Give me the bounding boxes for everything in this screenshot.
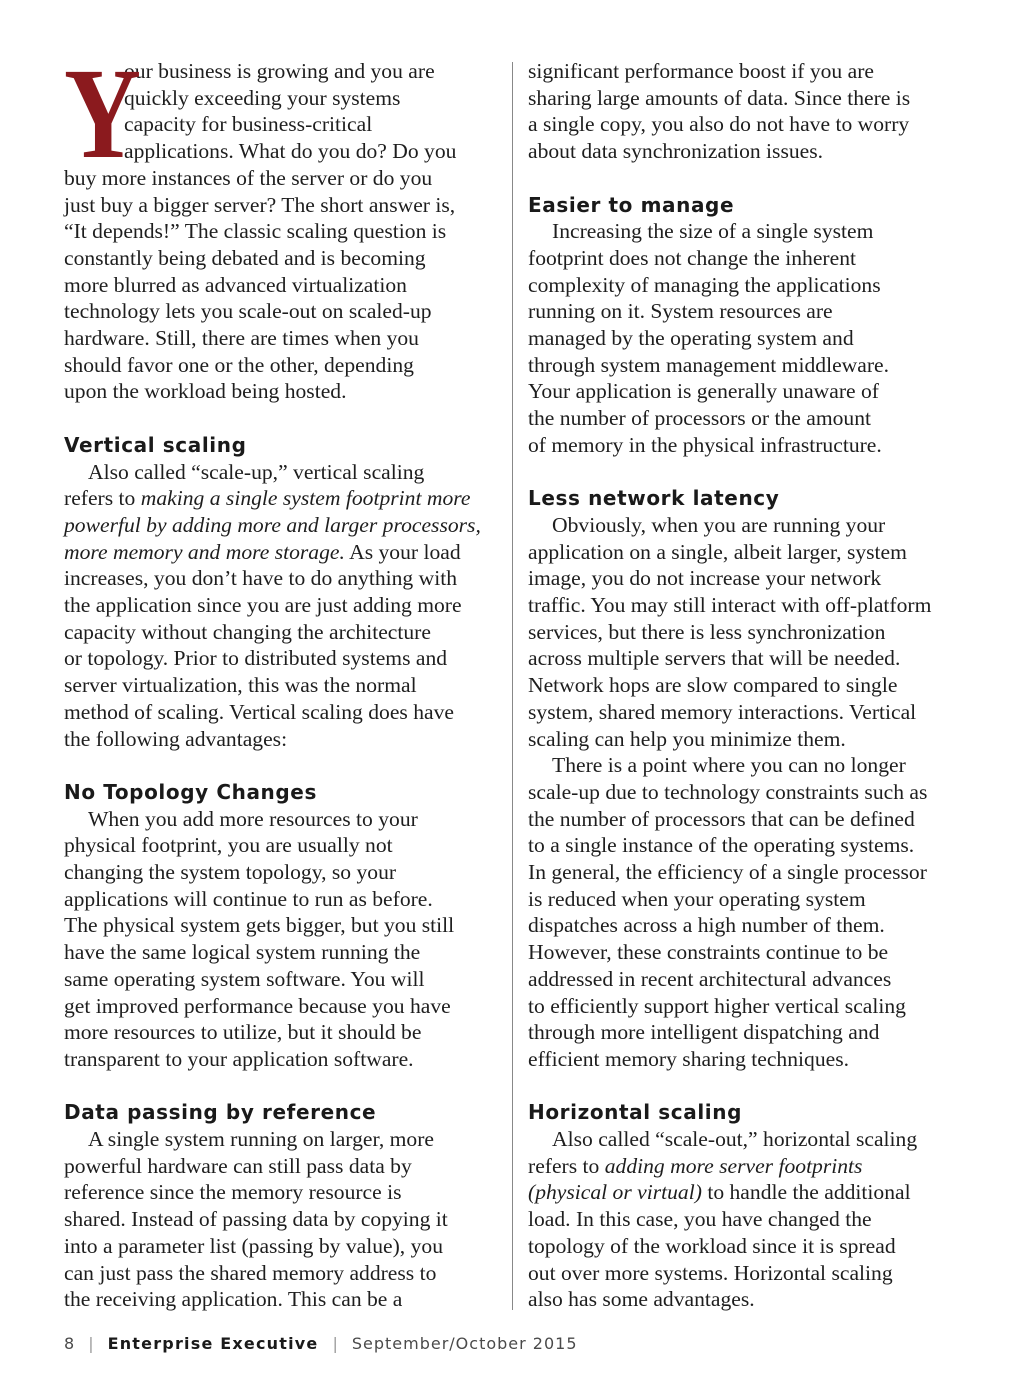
manage-paragraph — [528, 218, 968, 458]
emphasis: more memory and more storage. — [64, 539, 345, 564]
heading-less-network-latency: Less network latency — [528, 486, 780, 511]
text-line: services, but there is less synchronization — [528, 619, 886, 644]
text-line: the application since you are just adding more — [64, 593, 462, 618]
text-line: (physical or virtual) to handle the additional — [528, 1180, 911, 1205]
data-passing-paragraph — [64, 1126, 504, 1313]
text-line: same operating system software. You will — [64, 966, 425, 991]
text-line: There is a point where you can no longer — [552, 753, 906, 778]
data-passing-continued — [528, 58, 968, 165]
intro-line: quickly exceeding your systems — [124, 85, 401, 110]
text-line: scaling can help you minimize them. — [528, 726, 846, 751]
text-line: reference since the memory resource is — [64, 1180, 402, 1205]
publication-name: Enterprise Executive — [107, 1334, 319, 1353]
text-line: traffic. You may still interact with off-platform — [528, 593, 932, 618]
text-line: more resources to utilize, but it should be — [64, 1020, 422, 1045]
text-line: a single copy, you also do not have to worry — [528, 112, 910, 137]
intro-line: more blurred as advanced virtualization — [64, 272, 407, 297]
horizontal-paragraph — [528, 1126, 968, 1313]
text-line: also has some advantages. — [528, 1287, 755, 1312]
page-footer — [64, 1333, 578, 1355]
intro-line: constantly being debated and is becoming — [64, 245, 426, 270]
right-column — [528, 58, 968, 1313]
text-line: the receiving application. This can be a — [64, 1287, 403, 1312]
text-line: about data synchronization issues. — [528, 139, 824, 164]
issue-date: September/October 2015 — [351, 1334, 578, 1353]
text-line: Increasing the size of a single system — [552, 219, 874, 244]
text-line: of memory in the physical infrastructure. — [528, 432, 882, 457]
text-line: system, shared memory interactions. Vertical — [528, 699, 917, 724]
text-line: Your application is generally unaware of — [528, 379, 880, 404]
text-line: to efficiently support higher vertical scaling — [528, 993, 906, 1018]
intro-paragraph-cont — [64, 165, 504, 405]
drop-cap: Y — [64, 42, 141, 186]
text-line: server virtualization, this was the normal — [64, 673, 417, 698]
text-line: significant performance boost if you are — [528, 59, 874, 83]
vertical-paragraph — [64, 459, 504, 753]
intro-line: should favor one or the other, depending — [64, 352, 414, 377]
text-line: refers to adding more server footprints — [528, 1153, 863, 1178]
latency-paragraph-1 — [528, 512, 968, 752]
text-line: transparent to your application software. — [64, 1046, 414, 1071]
emphasis: powerful by adding more and larger processors, — [64, 512, 481, 537]
text-line: footprint does not change the inherent — [528, 245, 857, 270]
text-line: dispatches across a high number of them. — [528, 913, 885, 938]
intro-line: technology lets you scale-out on scaled-up — [64, 299, 432, 324]
page-number: 8 — [64, 1334, 75, 1353]
heading-data-passing: Data passing by reference — [64, 1100, 377, 1125]
text-line: complexity of managing the applications — [528, 272, 881, 297]
text-line: powerful hardware can still pass data by — [64, 1153, 412, 1178]
text-line: shared. Instead of passing data by copying it — [64, 1207, 448, 1232]
intro-line: capacity for business-critical — [124, 112, 373, 137]
text-line: the following advantages: — [64, 726, 288, 751]
text-line: the number of processors or the amount — [528, 406, 872, 431]
footer-separator: | — [88, 1334, 94, 1353]
emphasis: making a single system footprint more — [140, 486, 471, 511]
text-line: to a single instance of the operating systems. — [528, 833, 915, 858]
text-line: increases, you don’t have to do anything with — [64, 566, 458, 591]
text-line: A single system running on larger, more — [88, 1127, 434, 1152]
footer-separator: | — [332, 1334, 338, 1353]
text-line: physical footprint, you are usually not — [64, 833, 393, 858]
intro-line: “It depends!” The classic scaling question is — [64, 219, 447, 244]
intro-line: our business is growing and you are — [124, 59, 435, 83]
text-line: is reduced when your operating system — [528, 886, 866, 911]
heading-easier-to-manage: Easier to manage — [528, 192, 735, 217]
text-line: However, these constraints continue to be — [528, 940, 889, 965]
text-line: When you add more resources to your — [88, 806, 418, 831]
intro-line: upon the workload being hosted. — [64, 379, 347, 404]
text-line: applications will continue to run as before. — [64, 886, 433, 911]
text-line: Also called “scale-out,” horizontal scaling — [552, 1127, 918, 1152]
text-line: changing the system topology, so your — [64, 860, 397, 885]
emphasis: (physical or virtual) — [528, 1180, 702, 1205]
intro-line: buy more instances of the server or do you — [64, 165, 433, 190]
text-line: addressed in recent architectural advances — [528, 966, 892, 991]
heading-no-topology-changes: No Topology Changes — [64, 779, 317, 804]
text-line: get improved performance because you have — [64, 993, 451, 1018]
text-line: topology of the workload since it is spread — [528, 1233, 896, 1258]
text-line: can just pass the shared memory address to — [64, 1260, 437, 1285]
text-line: image, you do not increase your network — [528, 566, 882, 591]
heading-vertical-scaling: Vertical scaling — [64, 432, 247, 457]
heading-horizontal-scaling: Horizontal scaling — [528, 1100, 743, 1125]
text-line: Network hops are slow compared to single — [528, 673, 898, 698]
text-line: The physical system gets bigger, but you still — [64, 913, 455, 938]
intro-line: just buy a bigger server? The short answer is, — [64, 192, 456, 217]
column-divider — [512, 62, 513, 1310]
text-line: have the same logical system running the — [64, 940, 421, 965]
text-line: Also called “scale-up,” vertical scaling — [88, 459, 425, 484]
text-line: through system management middleware. — [528, 352, 889, 377]
text-line: across multiple servers that will be needed. — [528, 646, 901, 671]
intro-line: applications. What do you do? Do you — [124, 139, 457, 164]
text-line: more memory and more storage. As your load — [64, 539, 461, 564]
text-line: capacity without changing the architecture — [64, 619, 431, 644]
text-line: scale-up due to technology constraints such as — [528, 779, 928, 804]
text-line: through more intelligent dispatching and — [528, 1020, 880, 1045]
text-line: out over more systems. Horizontal scaling — [528, 1260, 893, 1285]
text-line: the number of processors that can be defined — [528, 806, 915, 831]
text-line: managed by the operating system and — [528, 326, 854, 351]
text-line: refers to making a single system footprint more — [64, 486, 471, 511]
emphasis: adding more server footprints — [604, 1153, 863, 1178]
text-line: into a parameter list (passing by value), you — [64, 1233, 443, 1258]
latency-paragraph-2 — [528, 752, 968, 1072]
topology-paragraph — [64, 806, 504, 1073]
text-line: application on a single, albeit larger, system — [528, 539, 907, 564]
text-line: In general, the efficiency of a single processor — [528, 860, 927, 885]
text-line: load. In this case, you have changed the — [528, 1207, 872, 1232]
intro-line: hardware. Still, there are times when you — [64, 326, 419, 351]
text-line: or topology. Prior to distributed systems and — [64, 646, 448, 671]
left-column — [64, 42, 504, 1313]
text-line: method of scaling. Vertical scaling does have — [64, 699, 454, 724]
text-line: Obviously, when you are running your — [552, 512, 886, 537]
text-line: running on it. System resources are — [528, 299, 833, 324]
text-line: sharing large amounts of data. Since there is — [528, 85, 911, 110]
text-line: efficient memory sharing techniques. — [528, 1046, 850, 1071]
text-line — [64, 512, 504, 539]
